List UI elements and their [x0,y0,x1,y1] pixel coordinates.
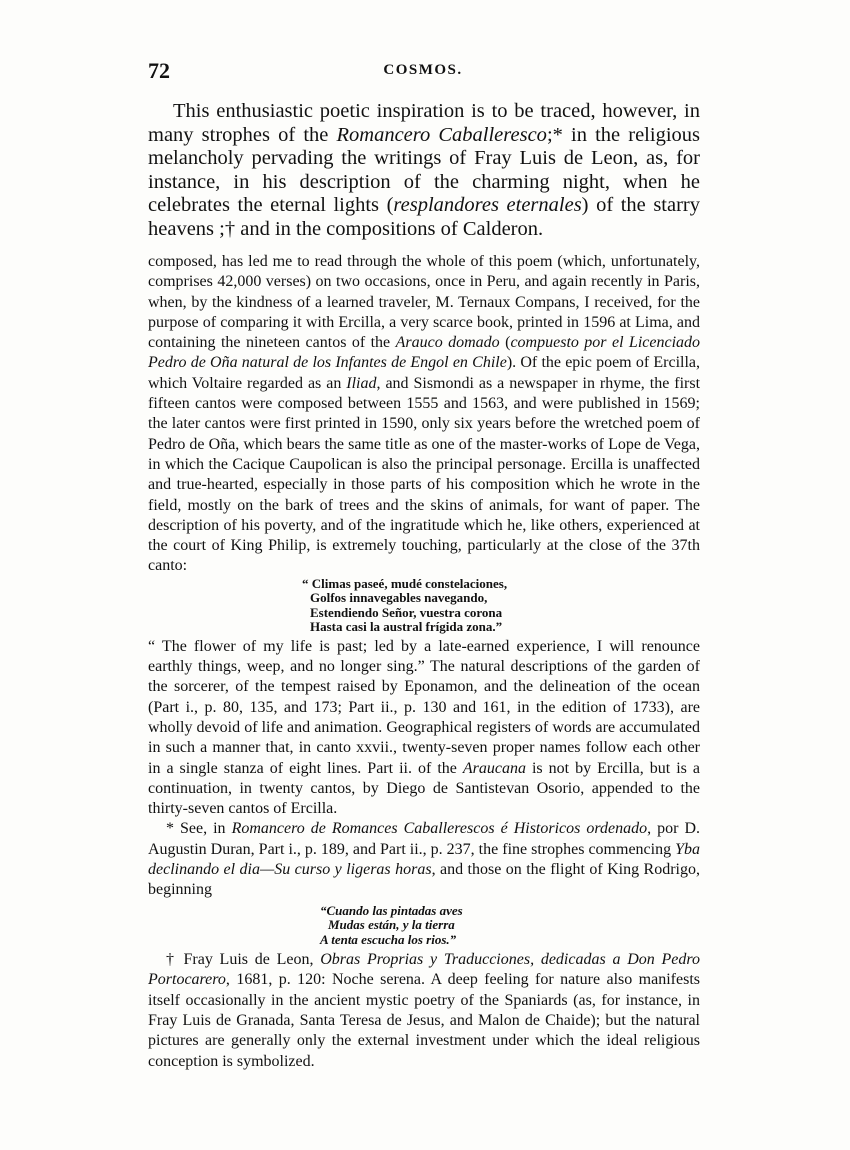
emphasis: Iliad [346,374,377,392]
verse-quote-ercilla [302,577,700,635]
verse-line: A tenta escucha los rios.” [320,931,457,947]
verse-line: Estendiendo Señor, vuestra corona [310,604,503,620]
emphasis: resplandores eternales [393,194,582,216]
footnote-dagger: † Fray Luis de Leon, Obras Proprias y Traducciones, dedicadas a Don Pedro Portocarero, 1681, p. 120: Noche serena. A deep feeling for nature also manifests itself occasionally in the ancient mystic poetry of the Spaniards (as, for instance, in Fray Luis de Granada, Santa Teresa de Jesus, and Malon de Chaide); but the natural pictures are generally only the external investment under which the ideal religious conception is symbolized. [148,951,700,1070]
footnote-star: * See, in Romancero de Romances Caballerescos é Historicos ordenado, por D. Augustin Duran, Part i., p. 189, and Part ii., p. 237, the fine strophes commencing Yba declinando el dia—Su curso y ligeras horas, and those on the flight of King Rodrigo, beginning [148,820,701,899]
emphasis: compuesto por el Licenciado Pedro de Oña natural de los Infantes de Engol en Chile [148,334,701,372]
emphasis: Yba declinando el dia—Su curso y ligeras horas [148,840,700,879]
verse-line: Hasta casi la austral frígida zona.” [310,619,503,635]
emphasis: Romancero de Romances Caballerescos é Historicos ordenado [231,820,648,838]
emphasis: Arauco domado [395,334,500,352]
emphasis: Romancero Caballeresco [336,123,547,146]
verse-line: Mudas están, y la tierra [328,917,455,933]
verse-quote-romancero [320,904,700,948]
verse-line: “Cuando las pintadas aves [320,902,463,918]
verse-line: “ Climas paseé, mudé constelaciones, [302,575,508,591]
main-paragraph: This enthusiastic poetic inspiration is to be traced, however, in many strophes of the Romancero Caballeresco;* in the religious melancholy pervading the writings of Fray Luis de Leon, as, for instance, in his description of the charming night, when he celebrates the eternal lights (resplandores eternales) of the starry heavens ;† and in the compositions of Calderon. [148,100,701,240]
footnote-paragraph: “ The flower of my life is past; led by a late-earned experience, I will renounce earthly things, weep, and no longer sing.” The natural descriptions of the garden of the sorcerer, of the tempest raised by Eponamon, and the delineation of the ocean (Part i., p. 80, 135, and 173; Part ii., p. 130 and 161, in the edition of 1733), are wholly devoid of life and animation. Geographical registers of words are accumulated in such a manner that, in canto xxvii., twenty-seven proper names follow each other in a single stanza of eight lines. Part ii. of the Araucana is not by Ercilla, but is a continuation, in twenty cantos, by Diego de Santistevan Osorio, appended to the thirty-seven cantos of Ercilla. [148,637,700,818]
page-number: 72 [148,58,170,83]
verse-line: Golfos innavegables navegando, [310,590,488,606]
emphasis: Araucana [462,759,526,777]
emphasis: Obras Proprias y Traducciones, dedicadas a Don Pedro Portocarero [148,951,700,989]
running-title: COSMOS. [383,62,463,78]
footnotes [148,252,700,1072]
footnote-continuation: composed, has led me to read through the whole of this poem (which, unfortunately, comprises 42,000 verses) on two occasions, once in Peru, and again recently in Paris, when, by the kindness of a learned traveler, M. Ternaux Compans, I received, for the purpose of comparing it with Ercilla, a very scarce book, printed in 1596 at Lima, and containing the nineteen cantos of the Arauco domado (compuesto por el Licenciado Pedro de Oña natural de los Infantes de Engol en Chile). Of the epic poem of Ercilla, which Voltaire regarded as an Iliad, and Sismondi as a newspaper in rhyme, the first fifteen cantos were composed between 1555 and 1563, and were published in 1569; the later cantos were first printed in 1590, only six years before the wretched poem of Pedro de Oña, which bears the same title as one of the master-works of Lope de Vega, in which the Cacique Caupolican is also the principal personage. Ercilla is unaffected and true-hearted, especially in those parts of his composition which he wrote in the field, mostly on the bark of trees and the skins of animals, for want of paper. The description of his poverty, and of the ingratitude which he, like others, experienced at the court of King Philip, is extremely touching, particularly at the close of the 37th canto: [148,253,701,575]
main-text [148,100,700,241]
page-header [148,58,698,88]
